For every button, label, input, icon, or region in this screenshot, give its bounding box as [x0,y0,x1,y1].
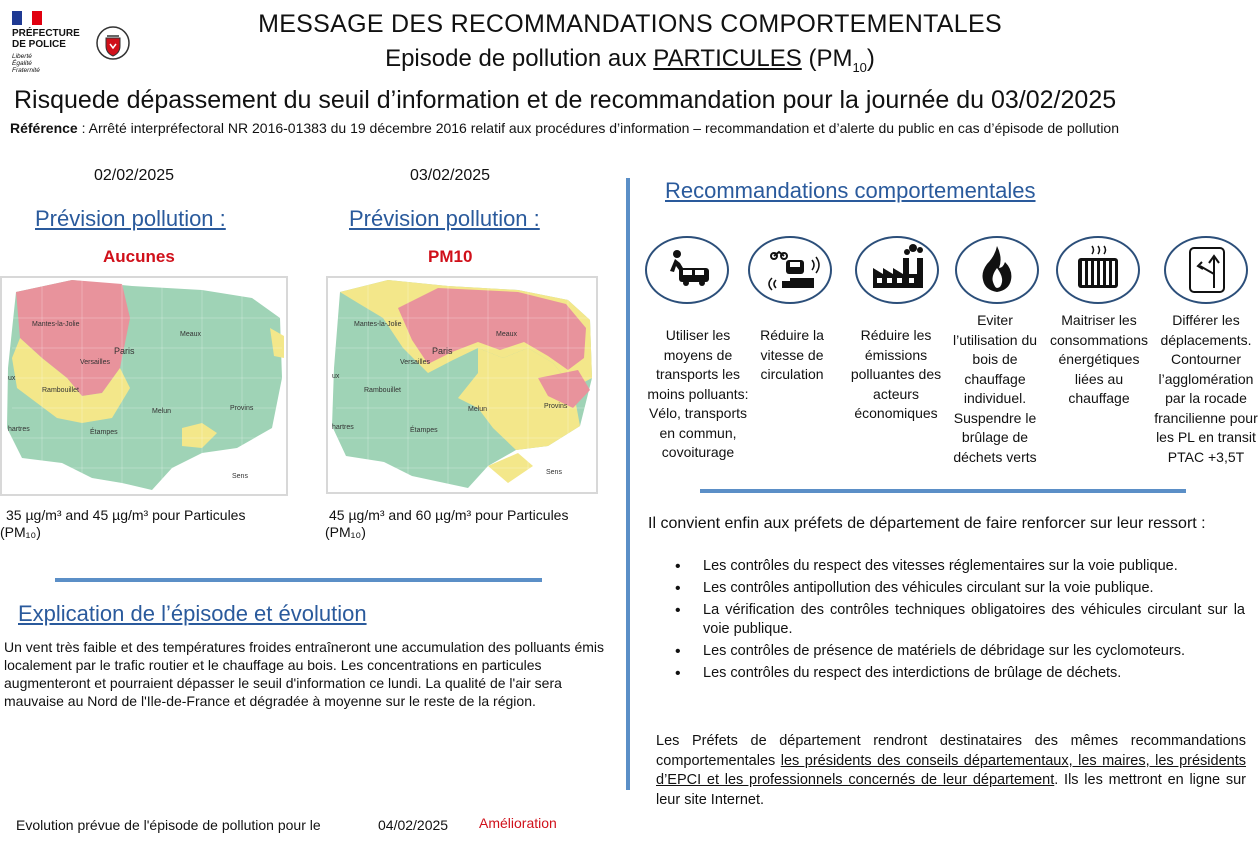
forecast-date-1: 02/02/2025 [94,167,175,184]
vertical-divider [626,178,630,790]
subtitle-paren-close: ) [866,45,875,72]
map1-town-chartres: hartres [8,426,30,433]
explanation-text: Un vent très faible et des températures froides entraîneront une accumulation des polluants émis localement par le trafic routier et le chauffage au bois. Les concentrations en particules augmenteront et pourraient dépasser le seuil d'information ce lundi. La qualité de l'air sera mauvaise au Nord de l'Ile-de-France et dégradée à moyenne sur le reste de la région. [4,639,604,709]
final-part-2: . Ils les mettront en ligne sur leur site Internet. [656,772,1247,808]
map2-town-dreux: ux [332,373,340,380]
logo-line-2: DE POLICE [12,39,66,50]
right-divider [700,489,1186,493]
prefects-intro: Il convient enfin aux préfets de département de faire renforcer sur leur ressort : [648,515,1206,532]
map2-town-mantes: Mantes-la-Jolie [354,321,402,328]
evolution-label: Evolution prévue de l'épisode de pollution pour le [16,817,321,833]
final-part-1: Les Préfets de département rendront destinataires des mêmes recommandations comportementales [656,733,1246,769]
forecast-level-1: Aucunes [103,247,175,266]
map1-town-dreux: ux [8,375,16,382]
recommendation-text-3: Réduire les émissions polluantes des acteurs économiques [850,327,942,421]
page-title: MESSAGE DES RECOMMANDATIONS COMPORTEMENTALES [258,10,1002,38]
control-item-2: • Les contrôles antipollution des véhicules circulant sur la voie publique. [675,579,1245,598]
threshold-1-unit: (PM₁₀) [0,524,41,540]
traffic-speed-icon [748,236,832,304]
map1-town-rambouillet: Rambouillet [42,387,79,394]
map1-town-melun: Melun [152,408,172,415]
recommendation-text-2: Réduire la vitesse de circulation [760,327,824,382]
risk-text: Risquede dépassement du seuil d’information et de recommandation pour la journée du [14,86,985,114]
explanation-title: Explication de l’épisode et évolution [18,601,367,626]
reference-text: : Arrêté interpréfectoral NR 2016-01383 du 19 décembre 2016 relatif aux procédures d’information – recommandation et d’alerte du public en cas d’épisode de pollution [77,120,1120,136]
map1-town-sens: Sens [232,473,248,480]
map1-town-versailles: Versailles [80,359,110,366]
map1-town-provins: Provins [230,405,254,412]
map1-town-meaux: Meaux [180,331,202,338]
control-item-1: • Les contrôles du respect des vitesses réglementaires sur la voie publique. [675,557,1245,576]
detour-sign-icon [1164,236,1248,304]
control-item-3: • La vérification des contrôles techniques obligatoires des véhicules circulant sur la voie publique. [675,601,1245,639]
threshold-1 [0,507,300,541]
map1-town-paris: Paris [114,346,135,356]
map2-town-etampes: Étampes [410,427,438,434]
risk-heading [14,86,1116,115]
evolution-status: Amélioration [479,815,557,831]
pedestrian-car-icon [645,236,729,304]
recommendation-text-5: Maitriser les consommations énergétiques liées au chauffage [1049,312,1149,406]
map2-town-provins: Provins [544,403,568,410]
forecast-level-2: PM10 [428,247,473,266]
subtitle-sub: 10 [852,59,867,75]
threshold-1-text: 35 µg/m³ and 45 µg/m³ pour Particules [6,507,246,523]
map-svg-1 [2,278,286,494]
logo-line-1: PRÉFECTURE [12,28,80,39]
threshold-2-text: 45 µg/m³ and 60 µg/m³ pour Particules [329,507,569,523]
threshold-2-unit: (PM₁₀) [325,524,366,540]
reference-label: Référence [10,120,78,136]
recommendation-text-6: Différer les déplacements. Contourner l’agglomération par la rocade francilienne pour les PL en transit PTAC +3,5T [1154,312,1258,465]
evolution-date: 04/02/2025 [378,817,449,833]
map2-town-chartres: hartres [332,424,354,431]
recommendation-text-4: Eviter l’utilisation du bois de chauffage individuel. Suspendre le brûlage de déchets verts [952,312,1038,465]
control-item-4: • Les contrôles de présence de matériels de débridage sur les cyclomoteurs. [675,642,1245,661]
radiator-icon [1056,236,1140,304]
motto-line-2: Égalité [12,60,32,67]
pollution-map-1 [0,276,288,496]
subtitle-paren-open: (PM [801,45,853,72]
subtitle-pollutant: PARTICULES [653,45,802,72]
pollution-map-2 [326,276,598,494]
forecast-heading-1: Prévision pollution : [35,206,226,231]
map2-town-sens: Sens [546,469,562,476]
motto-line-3: Fraternité [12,67,40,74]
map2-town-rambouillet: Rambouillet [364,387,401,394]
map1-town-etampes: Étampes [90,429,118,436]
control-item-5: • Les contrôles du respect des interdictions de brûlage de déchets. [675,664,1245,683]
map2-town-melun: Melun [468,406,488,413]
map1-town-mantes: Mantes-la-Jolie [32,321,80,328]
page-subtitle [0,45,1260,75]
recommendation-text-1: Utiliser les moyens de transports les moins polluants: Vélo, transports en commun, covoiturage [647,327,749,460]
controls-list [675,557,1245,686]
map2-town-paris: Paris [432,346,453,356]
reference [10,120,1119,136]
threshold-2 [325,507,625,541]
forecast-heading-2: Prévision pollution : [349,206,540,231]
recommendations-title: Recommandations comportementales [665,178,1036,203]
final-recipients: les présidents des conseils départementaux, les maires, les présidents d’EPCI et les professionnels concernés de leur département [656,752,1246,788]
fire-icon [955,236,1039,304]
forecast-date-2: 03/02/2025 [410,167,491,184]
map-svg-2 [328,278,596,492]
map2-town-meaux: Meaux [496,331,518,338]
map2-town-versailles: Versailles [400,359,430,366]
motto-line-1: Liberté [12,53,32,60]
prefects-final-paragraph [656,732,1246,810]
left-divider [55,578,542,582]
subtitle-prefix: Episode de pollution aux [385,45,654,72]
risk-date: 03/02/2025 [991,86,1117,114]
factory-icon [855,236,939,304]
